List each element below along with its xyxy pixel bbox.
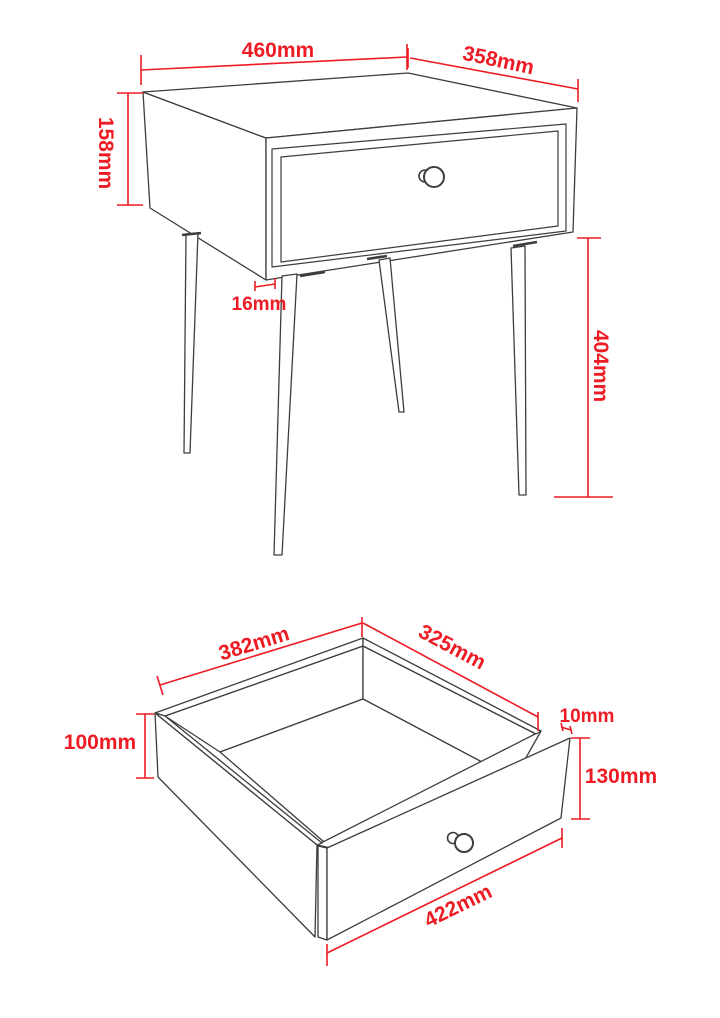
dim-label-side-depth: 325mm (414, 620, 490, 675)
nightstand-figure (94, 39, 613, 555)
drawer-front-panel-edge (318, 846, 327, 940)
leg-front-left (274, 274, 297, 555)
leg-front-right (511, 246, 526, 495)
dim-label-base-inset: 16mm (231, 294, 287, 315)
dim-label-front-lip: 10mm (559, 706, 615, 727)
dim-label-front-width: 422mm (420, 879, 496, 933)
knob-icon (424, 167, 444, 187)
drawer-outline (155, 638, 570, 940)
dim-line-cabinet-height (117, 93, 143, 205)
drawer-figure (64, 617, 657, 966)
leg-back-left (184, 233, 198, 453)
dim-label-back-width: 382mm (216, 622, 293, 666)
dim-label-cabinet-height: 158mm (94, 116, 117, 190)
dim-label-top-width: 460mm (241, 39, 315, 62)
dim-label-front-height: 130mm (584, 765, 658, 788)
dim-line-side-height (136, 714, 154, 778)
dim-label-side-height: 100mm (63, 731, 137, 754)
dim-label-top-depth: 358mm (460, 41, 537, 80)
drawer-knob-icon (455, 834, 473, 852)
nightstand-outline (143, 73, 577, 555)
leg-back-right (379, 258, 404, 412)
dim-label-leg-height: 404mm (589, 329, 612, 403)
